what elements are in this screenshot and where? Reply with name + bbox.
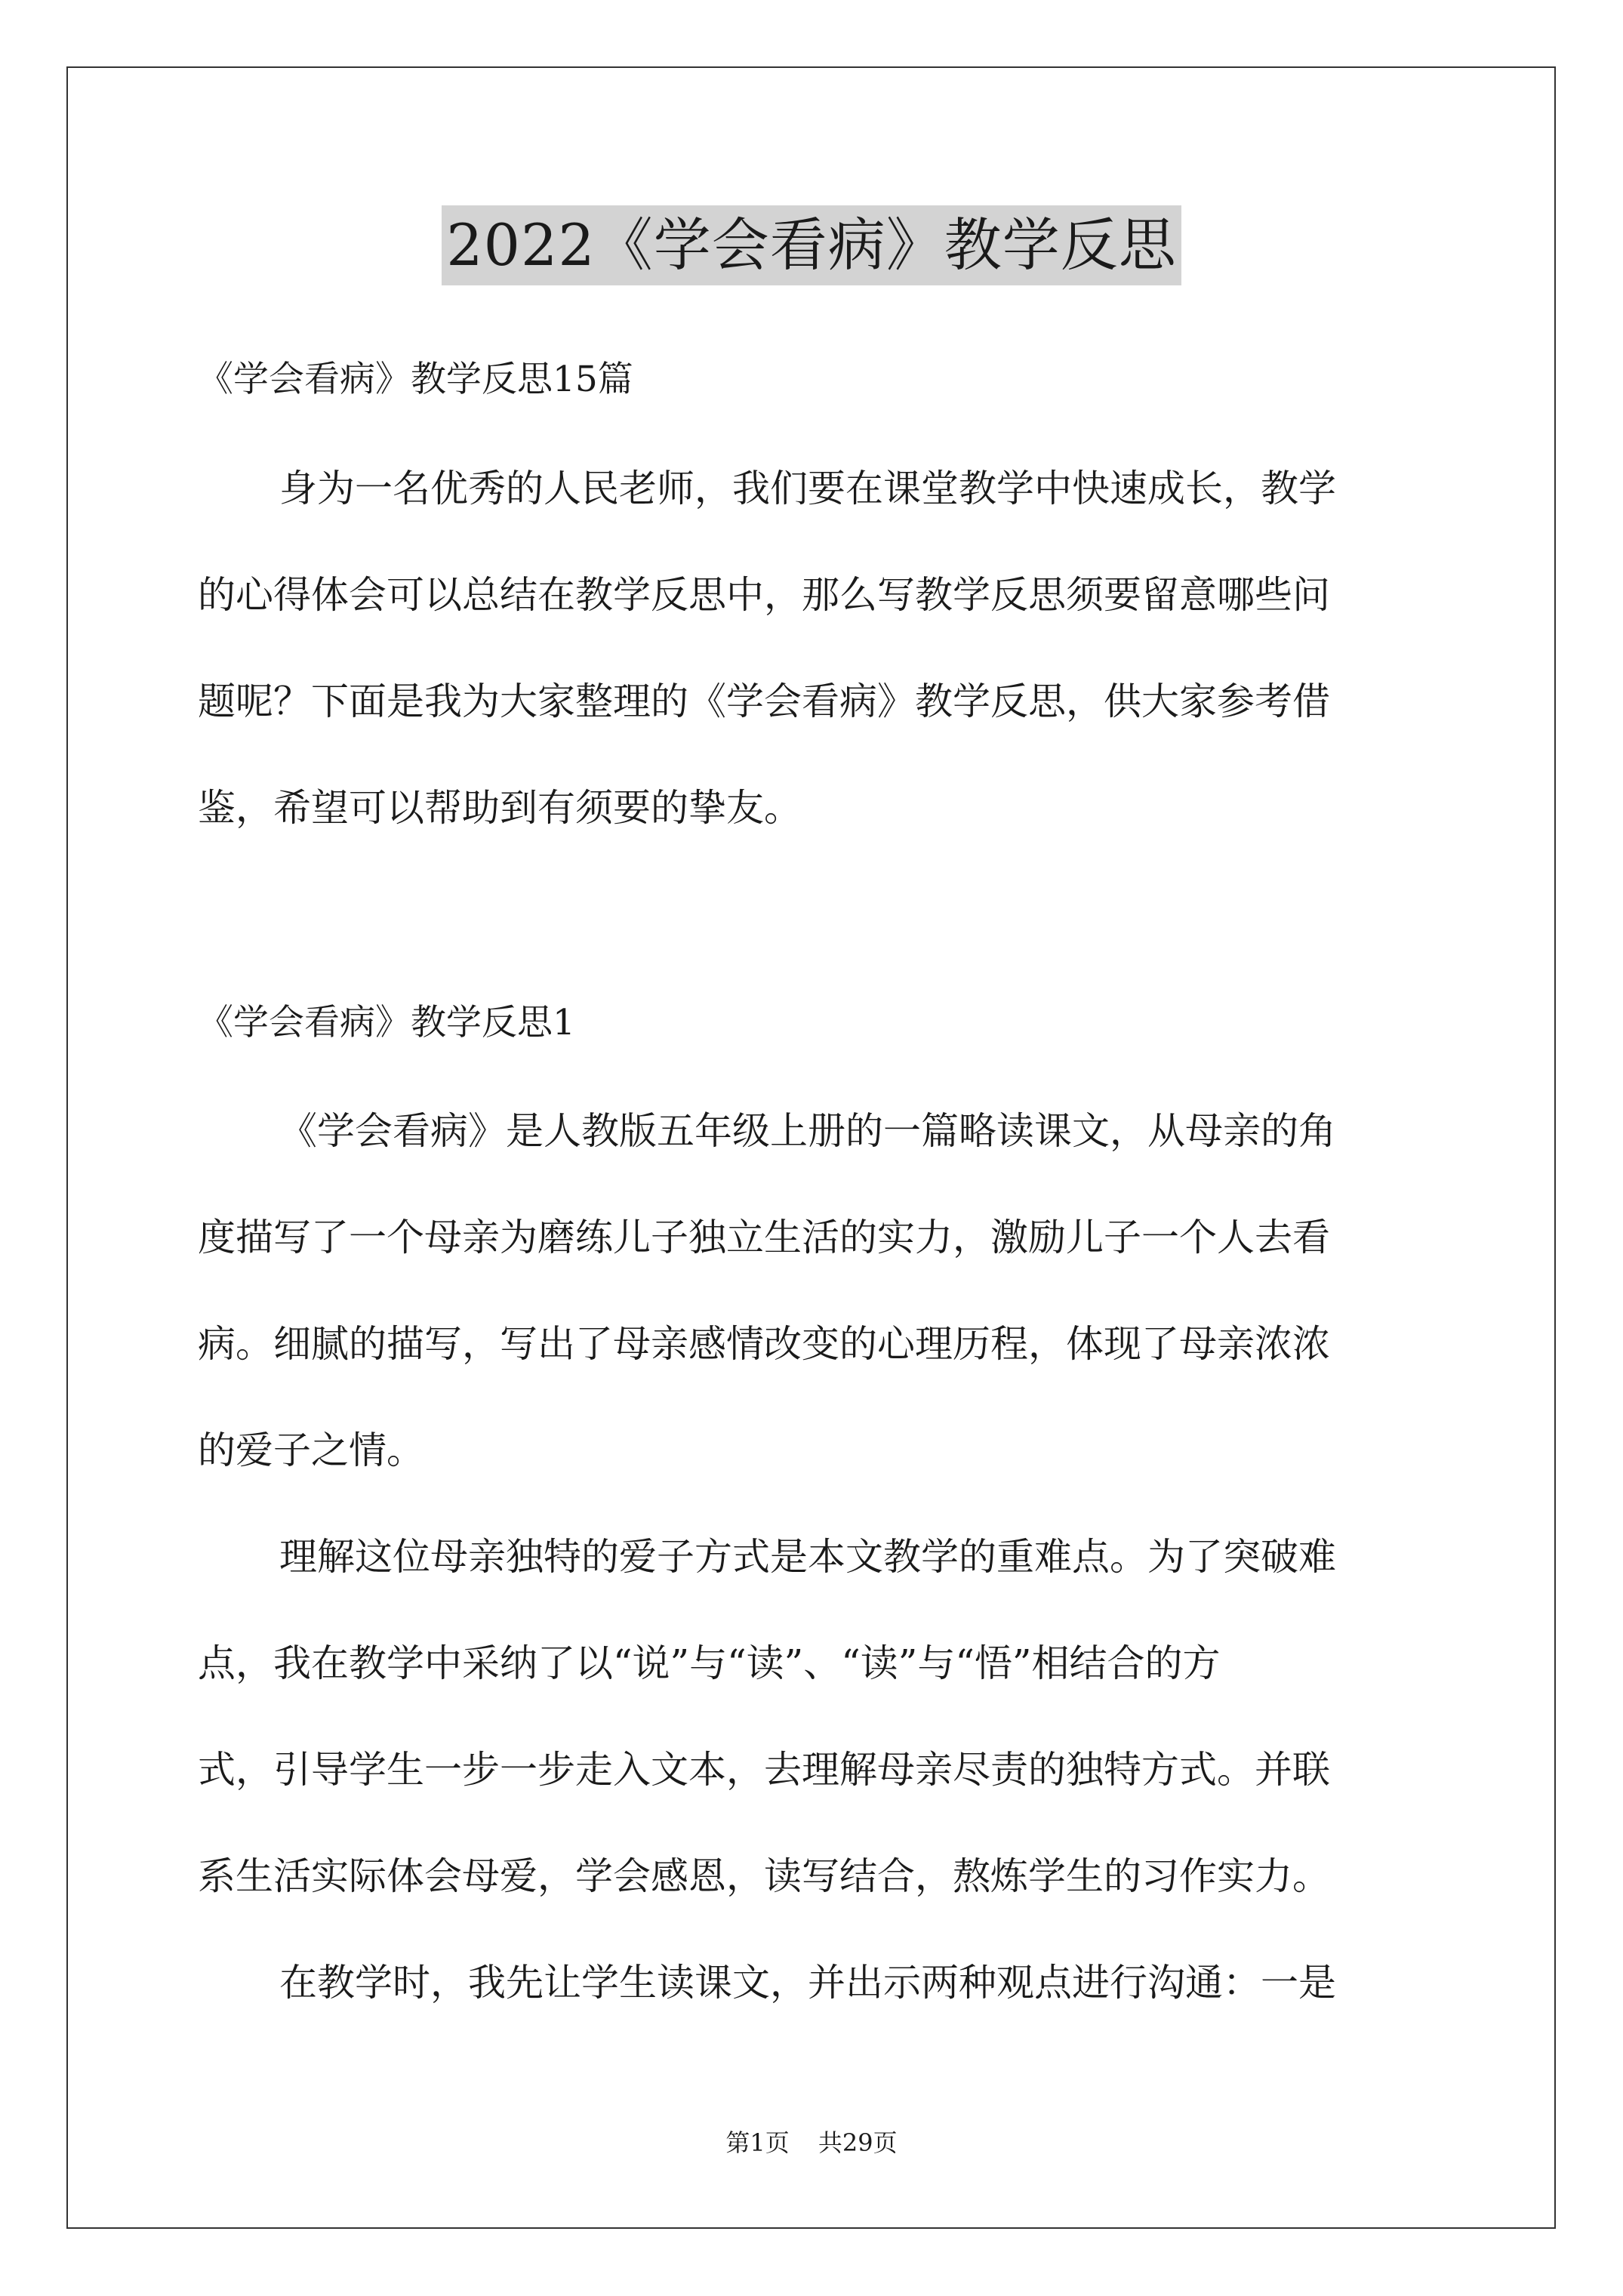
paragraph-line: 病。细腻的描写，写出了母亲感情改变的心理历程，体现了母亲浓浓: [198, 1322, 1330, 1366]
paragraph-line: 在教学时，我先让学生读课文，并出示两种观点进行沟通：一是: [279, 1961, 1336, 2005]
paragraph-line: 式，引导学生一步一步走入文本，去理解母亲尽责的独特方式。并联: [198, 1748, 1330, 1792]
paragraph-line: 理解这位母亲独特的爱子方式是本文教学的重难点。为了突破难: [279, 1535, 1336, 1579]
paragraph-line: 点，我在教学中采纳了以“说”与“读”、“读”与“悟”相结合的方: [198, 1641, 1221, 1685]
paragraph-line: 的爱子之情。: [198, 1428, 424, 1472]
paragraph-line: 《学会看病》是人教版五年级上册的一篇略读课文，从母亲的角: [279, 1109, 1336, 1153]
intro-line: 鉴，希望可以帮助到有须要的挚友。: [198, 786, 802, 830]
title-container: [0, 205, 1623, 285]
intro-line: 的心得体会可以总结在教学反思中，那么写教学反思须要留意哪些问: [198, 573, 1330, 617]
section-heading: 《学会看病》教学反思1: [198, 1002, 575, 1043]
document-title: 2022《学会看病》教学反思: [442, 205, 1181, 285]
page-total: 共29页: [818, 2128, 898, 2157]
page-number: 第1页: [725, 2128, 790, 2157]
intro-line: 题呢？下面是我为大家整理的《学会看病》教学反思，供大家参考借: [198, 680, 1330, 723]
main-heading: 《学会看病》教学反思15篇: [198, 359, 633, 400]
intro-line: 身为一名优秀的人民老师，我们要在课堂教学中快速成长，教学: [279, 467, 1336, 510]
page-footer: [0, 2128, 1623, 2158]
paragraph-line: 度描写了一个母亲为磨练儿子独立生活的实力，激励儿子一个人去看: [198, 1216, 1330, 1259]
paragraph-line: 系生活实际体会母爱，学会感恩，读写结合，熬炼学生的习作实力。: [198, 1854, 1330, 1898]
